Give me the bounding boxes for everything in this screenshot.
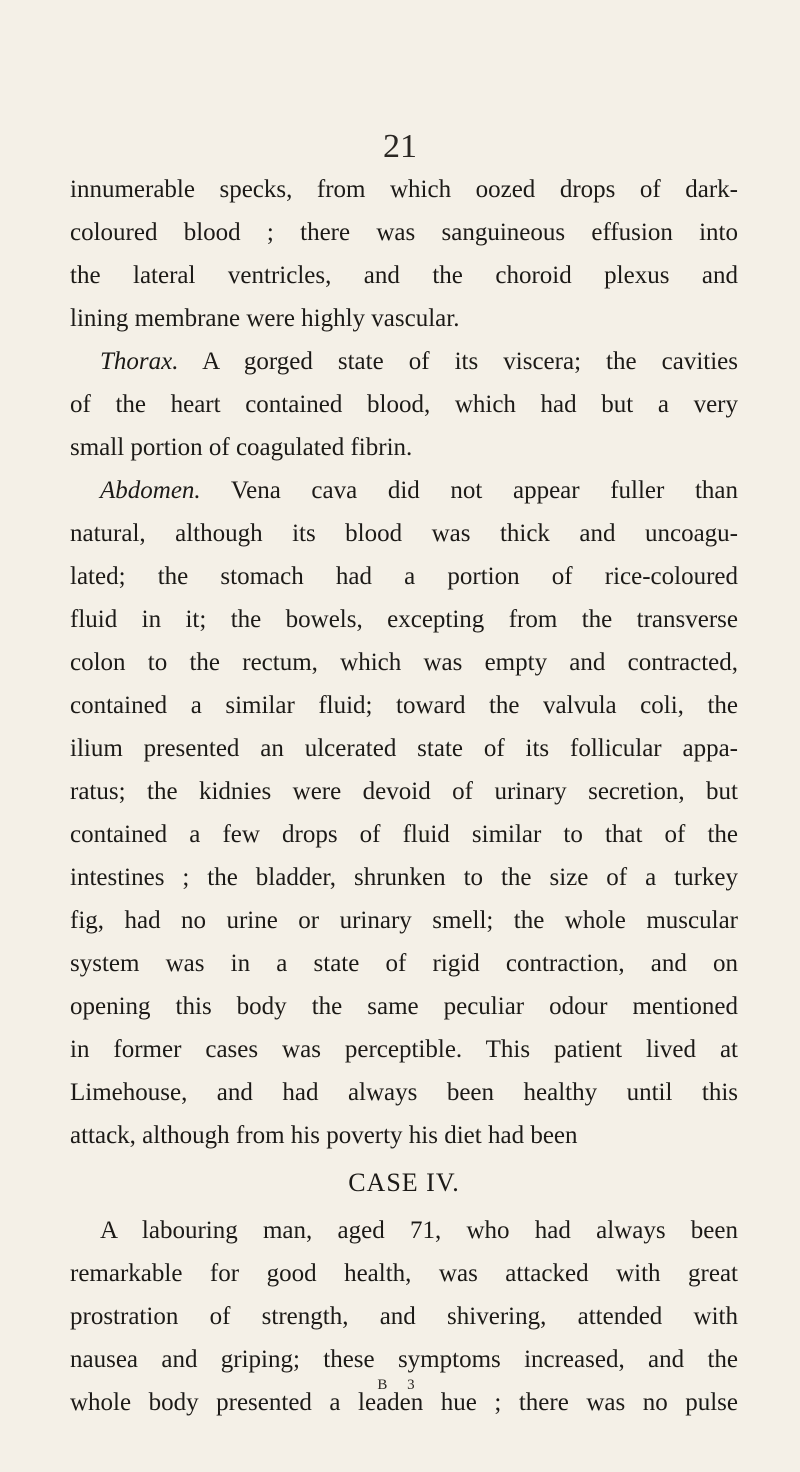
text-line: in former cases was perceptible. This patient lived at [70,1036,738,1063]
text-line: fig, had no urine or urinary smell; the whole muscular [70,907,738,934]
case-heading: CASE IV. [348,1168,460,1197]
text-line: natural, although its blood was thick and uncoagu- [70,520,738,547]
text-line: colon to the rectum, which was empty and contracted, [70,649,738,676]
text-line: ratus; the kidnies were devoid of urinary secretion, but [70,778,738,805]
text-line: attack, although from his poverty his diet had been [70,1122,578,1149]
text-line: prostration of strength, and shivering, attended with [70,1303,738,1330]
text-line: small portion of coagulated fibrin. [70,434,413,461]
page-number: 21 [383,128,417,165]
text-line: system was in a state of rigid contraction, and on [70,950,738,977]
section-heading-thorax: Thorax. [100,348,179,375]
paragraph-thorax [70,340,738,469]
text-line: opening this body the same peculiar odour mentioned [70,993,738,1020]
text-line: A labouring man, aged 71, who had always been [100,1217,738,1244]
text-line [70,340,738,383]
text-line: remarkable for good health, was attacked with great [70,1260,738,1287]
text-line: contained a similar fluid; toward the valvula coli, the [70,692,738,719]
text-line: whole body presented a leaden hue ; there was no pulse [70,1389,738,1416]
text-line [70,469,738,512]
section-heading-abdomen: Abdomen. [100,477,201,504]
text-line: contained a few drops of fluid similar to that of the [70,821,738,848]
signature-mark: B 3 [377,1377,423,1393]
text-line: coloured blood ; there was sanguineous effusion into [70,219,738,246]
text-line: lining membrane were highly vascular. [70,305,460,332]
text-run: Vena cava did not appear fuller than [200,477,738,504]
text-line: ilium presented an ulcerated state of its follicular appa- [70,735,738,762]
text-line: the lateral ventricles, and the choroid plexus and [70,262,738,289]
text-line: fluid in it; the bowels, excepting from the transverse [70,606,738,633]
paragraph-abdomen [70,469,738,1157]
text-line: nausea and griping; these symptoms increased, and the [70,1346,738,1373]
text-line: Limehouse, and had always been healthy until this [70,1079,738,1106]
text-line: of the heart contained blood, which had but a very [70,391,738,418]
text-line: innumerable specks, from which oozed drops of dark- [70,176,738,203]
text-run: A gorged state of its viscera; the cavities [178,348,738,375]
paragraph-brain [70,168,738,340]
body-text [70,168,738,1424]
text-line: intestines ; the bladder, shrunken to the size of a turkey [70,864,738,891]
text-line: lated; the stomach had a portion of rice-coloured [70,563,738,590]
